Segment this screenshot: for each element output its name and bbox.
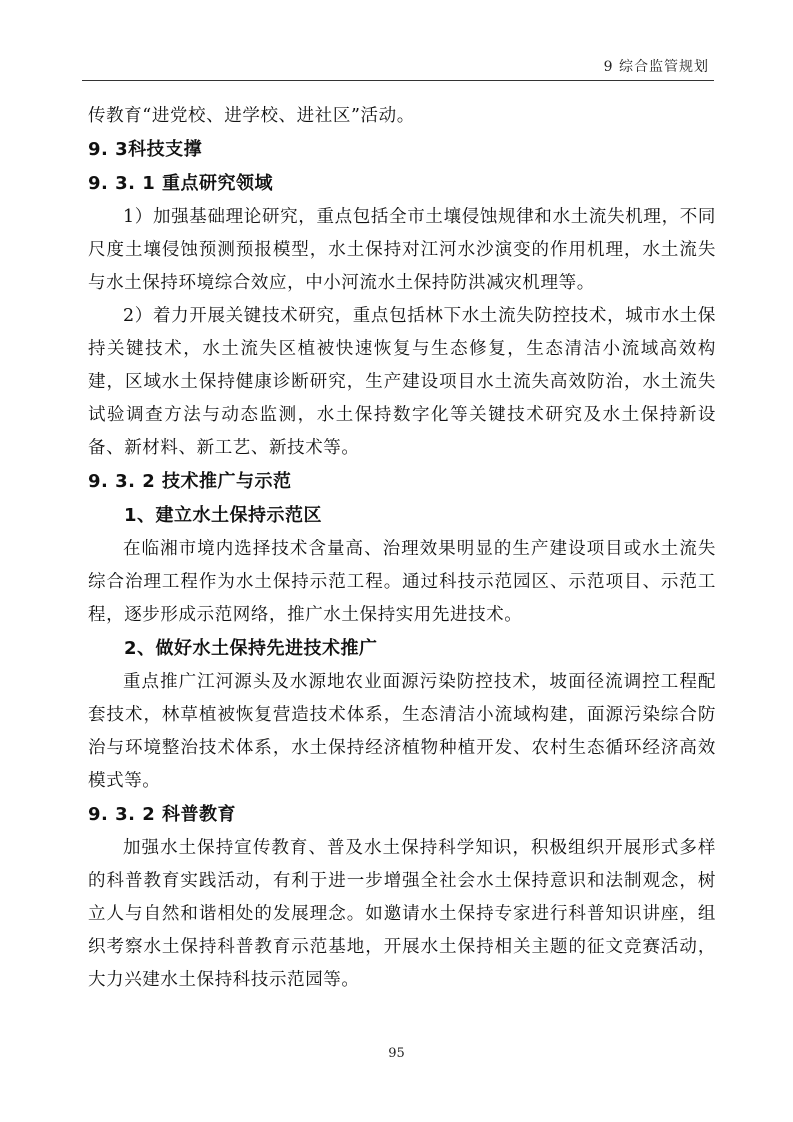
paragraph-research-1: 1）加强基础理论研究，重点包括全市土壤侵蚀规律和水土流失机理，不同尺度土壤侵蚀预测预报模型，水土保持对江河水沙演变的作用机理，水土流失与水土保持环境综合效应，中小河流水土保持防洪减灾机理等。 — [88, 207, 716, 293]
page-number: 95 — [388, 1046, 405, 1061]
paragraph-research-2: 2）着力开展关键技术研究，重点包括林下水土流失防控技术，城市水土保持关键技术，水土流失区植被快速恢复与生态修复，生态清洁小流域高效构建，区域水土保持健康诊断研究，生产建设项目水土流失高效防治，水土流失试验调查方法与动态监测，水土保持数字化等关键技术研究及水土保持新设备、新材料、新工艺、新技术等。 — [88, 306, 716, 458]
section-heading-science-education: 9. 3. 2 科普教育 — [88, 804, 237, 825]
subheading-tech-promotion: 2、做好水土保持先进技术推广 — [124, 638, 378, 659]
header-rule — [82, 80, 714, 81]
section-heading-9-3-1: 9. 3. 1 重点研究领域 — [88, 173, 274, 194]
page-content — [88, 100, 716, 997]
section-heading-9-3: 9. 3科技支撑 — [88, 139, 203, 160]
paragraph-tech-promotion: 重点推广江河源头及水源地农业面源污染防控技术，坡面径流调控工程配套技术，林草植被恢复营造技术体系，生态清洁小流域构建，面源污染综合防治与环境整治技术体系，水土保持经济植物种植开发、农村生态循环经济高效模式等。 — [88, 672, 716, 791]
paragraph-continuation: 传教育“进党校、进学校、进社区”活动。 — [88, 106, 415, 126]
paragraph-science-education: 加强水土保持宣传教育、普及水土保持科学知识，积极组织开展形式多样的科普教育实践活动，有利于进一步增强全社会水土保持意识和法制观念，树立人与自然和谐相处的发展理念。如邀请水土保持专家进行科普知识讲座，组织考察水土保持科普教育示范基地，开展水土保持相关主题的征文竞赛活动，大力兴建水土保持科技示范园等。 — [88, 838, 716, 990]
section-heading-9-3-2: 9. 3. 2 技术推广与示范 — [88, 471, 292, 492]
subheading-demo-area: 1、建立水土保持示范区 — [124, 505, 323, 526]
paragraph-demo-area: 在临湘市境内选择技术含量高、治理效果明显的生产建设项目或水土流失综合治理工程作为水土保持示范工程。通过科技示范园区、示范项目、示范工程，逐步形成示范网络，推广水土保持实用先进技术。 — [88, 539, 716, 625]
running-header: 9 综合监管规划 — [603, 59, 709, 75]
